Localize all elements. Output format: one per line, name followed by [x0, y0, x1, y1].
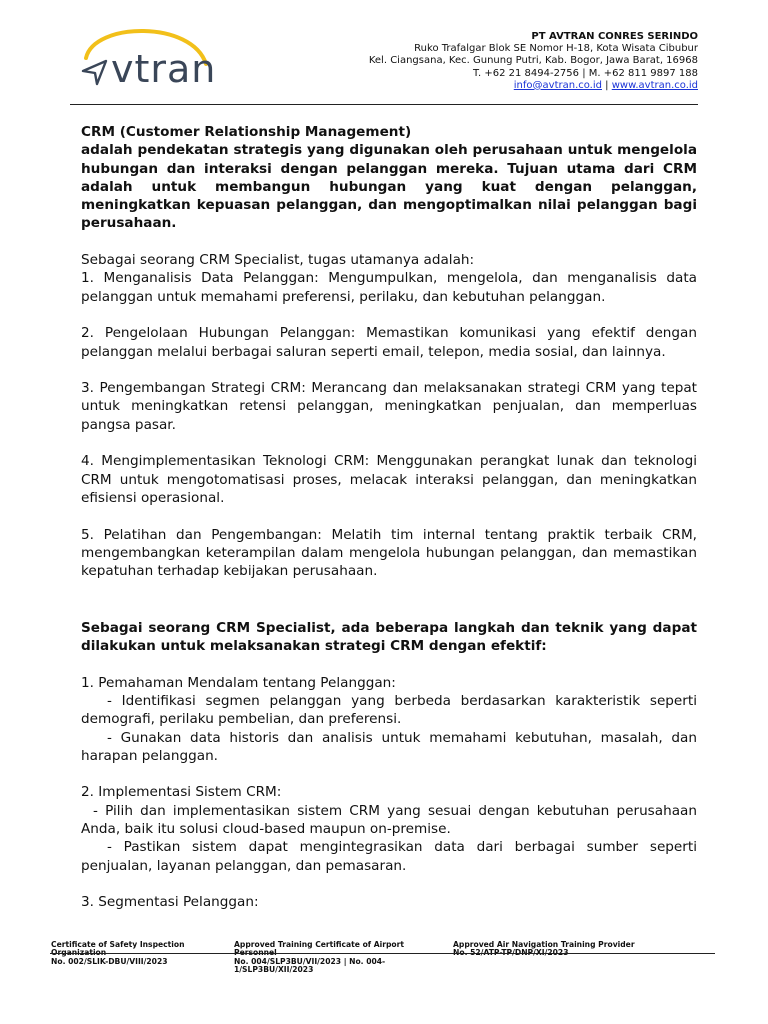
email-link[interactable]: info@avtran.co.id — [513, 79, 602, 91]
step-2-heading: 2. Implementasi Sistem CRM: — [81, 784, 282, 801]
step-3-heading: 3. Segmentasi Pelanggan: — [81, 894, 259, 911]
task-item-2: 2. Pengelolaan Hubungan Pelanggan: Memastikan komunikasi yang efektif dengan pelanggan melalui berbagai saluran seperti email, telepon, media sosial, dan lainnya. — [81, 325, 697, 360]
step-1-bullet-b: - Gunakan data historis dan analisis untuk memahami kebutuhan, masalah, dan harapan pelanggan. — [81, 729, 697, 764]
link-separator: | — [602, 79, 612, 91]
step-1-heading: 1. Pemahaman Mendalam tentang Pelanggan: — [81, 674, 396, 691]
document-body — [81, 123, 697, 911]
task-item-5: 5. Pelatihan dan Pengembangan: Melatih tim internal tentang praktik terbaik CRM, mengembangkan keterampilan dalam mengelola hubungan pelanggan, dan memastikan kepatuhan terhadap kebijakan perusahaan. — [81, 526, 697, 580]
cert-1-title: Certificate of Safety Inspection Organization — [51, 940, 185, 958]
document-title: CRM (Customer Relationship Management) — [81, 124, 412, 140]
cert-3-number: No. 52/ATP-TP/DNP/XI/2023 — [453, 948, 569, 958]
address-line-1: Ruko Trafalgar Blok SE Nomor H-18, Kota Wisata Cibubur — [414, 43, 698, 55]
steps-heading: Sebagai seorang CRM Specialist, ada beberapa langkah dan teknik yang dapat dilakukan untuk melaksanakan strategi CRM dengan efektif: — [81, 619, 697, 655]
task-item-4: 4. Mengimplementasikan Teknologi CRM: Menggunakan perangkat lunak dan teknologi CRM untuk mengotomatisasi proses, melacak interaksi pelanggan, dan meningkatkan efisiensi operasional. — [81, 453, 697, 506]
footer-cert-3 — [453, 941, 663, 958]
address-line-2: Kel. Ciangsana, Kec. Gunung Putri, Kab. Bogor, Jawa Barat, 16968 — [368, 55, 698, 67]
footer-cert-2 — [234, 941, 414, 975]
website-link[interactable]: www.avtran.co.id — [611, 79, 698, 91]
phone-line: T. +62 21 8494-2756 | M. +62 811 9897 188 — [473, 67, 698, 79]
cert-3-title: Approved Air Navigation Training Provider — [453, 940, 635, 949]
task-item-3: 3. Pengembangan Strategi CRM: Merancang dan melaksanakan strategi CRM yang tepat untuk meningkatkan retensi pelanggan, meningkatkan penjualan, dan memperluas pangsa pasar. — [81, 380, 697, 433]
company-logo — [80, 28, 215, 90]
logo-text: vtran — [111, 47, 217, 91]
step-1-bullet-a: - Identifikasi segmen pelanggan yang berbeda berdasarkan karakteristik seperti demografi, perilaku pembelian, dan preferensi. — [81, 692, 697, 728]
cert-2-number: No. 004/SLP3BU/VII/2023 | No. 004-1/SLP3BU/XII/2023 — [234, 956, 386, 975]
task-item-1: 1. Menganalisis Data Pelanggan: Mengumpulkan, mengelola, dan menganalisis data pelanggan untuk memahami preferensi, perilaku, dan kebutuhan pelanggan. — [81, 270, 697, 305]
lead-paragraph: adalah pendekatan strategis yang digunakan oleh perusahaan untuk mengelola hubungan dan interaksi dengan pelanggan mereka. Tujuan utama dari CRM adalah untuk membangun hubungan yang kuat dengan pelanggan, meningkatkan kepuasan pelanggan, dan mengoptimalkan nilai pelanggan bagi perusahaan. — [81, 142, 697, 232]
step-2-bullet-a: - Pilih dan implementasikan sistem CRM yang sesuai dengan kebutuhan perusahaan Anda, baik itu solusi cloud-based maupun on-premise. — [81, 802, 697, 837]
step-2-bullet-b: - Pastikan sistem dapat mengintegrasikan data dari berbagai sumber seperti penjualan, layanan pelanggan, dan pemasaran. — [81, 839, 697, 874]
tasks-intro: Sebagai seorang CRM Specialist, tugas utamanya adalah: — [81, 252, 475, 269]
contact-links — [369, 80, 698, 92]
header-divider — [70, 104, 698, 105]
cert-2-title: Approved Training Certificate of Airport Personnel — [234, 940, 404, 958]
paper-plane-icon — [83, 61, 106, 84]
company-info — [369, 31, 698, 92]
cert-1-number: No. 002/SLIK-DBU/VIII/2023 — [51, 956, 168, 966]
footer-divider — [50, 953, 715, 954]
company-name: PT AVTRAN CONRES SERINDO — [531, 31, 698, 42]
